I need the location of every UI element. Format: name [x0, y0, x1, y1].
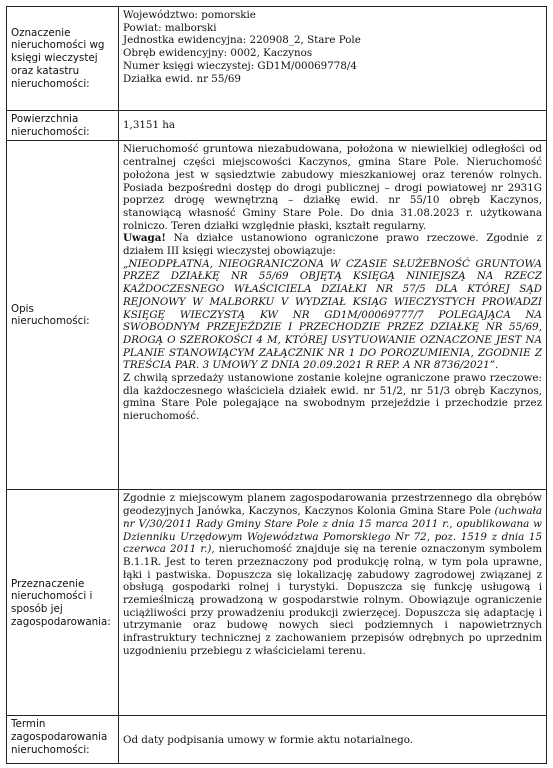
label-oznaczenie: Oznaczenie nieruchomości wg księgi wieczystej oraz katastru nieruchomości:: [7, 7, 119, 111]
uwaga-label: Uwaga!: [123, 232, 166, 245]
wojewodztwo-line: Województwo: pomorskie: [123, 9, 256, 21]
label-przeznaczenie: Przeznaczenie nieruchomości i sposób jej zagospodarowania:: [7, 490, 119, 716]
row-opis: [7, 141, 547, 490]
dzialka-line: Działka ewid. nr 55/69: [123, 72, 241, 85]
row-przeznaczenie: [7, 490, 547, 716]
plan-text-1: Zgodnie z miejscowym planem zagospodarowania przestrzennego dla obrębów geodezyjnych Janówka, Kaczynos, Kaczynos Kolonia Gmina Stare Pole: [123, 492, 542, 518]
ksiega-line: Numer księgi wieczystej: GD1M/00069778/4: [123, 59, 357, 72]
easement-quote: „NIEODPŁATNA, NIEOGRANICZONA W CZASIE SŁUŻEBNOŚĆ GRUNTOWA PRZEZ DZIAŁKĘ NR 55/69 OBJĘTĄ KSIĘGĄ NINIEJSZĄ NA RZECZ KAŻDOCZESNEGO WŁAŚCICIELA DZIAŁKI NR 57/5 DLA KTÓREJ SĄD REJONOWY W MALBORKU V WYDZIAŁ KSIĄG WIECZYSTYCH PROWADZI KSIĘGĘ WIECZYSTĄ KW NR GD1M/00069777/7 POLEGAJĄCA NA SWOBODNYM PRZEJEŹDZIE I PRZECHODZIE PRZEZ DZIAŁKĘ NR 55/69, DROGĄ O SZEROKOŚCI 4 M, KTÓREJ USYTUOWANIE OZNACZONE JEST NA PLANIE STANOWIĄCYM ZAŁĄCZNIK NR 1 DO POROZUMIENIA, ZGODNIE Z TREŚCIA PAR. 3 UMOWY Z DNIA 20.09.2021 R REP. A NR 8736/2021”.: [123, 257, 542, 372]
row-powierzchnia: [7, 111, 547, 141]
obreb-line: Obręb ewidencyjny: 0002, Kaczynos: [123, 47, 313, 60]
label-powierzchnia: Powierzchnia nieruchomości:: [7, 111, 119, 141]
row-oznaczenie: [7, 7, 547, 111]
label-opis: Opis nieruchomości:: [7, 141, 119, 490]
uwaga-text: Na działce ustanowiono ograniczone prawo rzeczowe. Zgodnie z działem III księgi wieczystej obowiązuje:: [123, 232, 542, 258]
jednostka-line: Jednostka ewidencyjna: 220908_2, Stare Pole: [123, 34, 361, 47]
value-przeznaczenie: [119, 490, 547, 716]
opis-paragraph-2: [123, 232, 542, 257]
plan-text-2: , nieruchomość znajduje się na terenie oznaczonym symbolem B.1.1R. Jest to teren przeznaczony pod produkcję rolną, w tym pola uprawne, łąki i pastwiska. Dopuszcza się lokalizację zabudowy zagrodowej związanej z obsługą gospodarki rolnej i turystyki. Dopuszcza się funkcję usługową i rzemieślniczą prowadzoną w gospodarstwie rolnym. Obowiązuje ograniczenie uciążliwości przy prowadzeniu produkcji zwierzęcej. Dopuszcza się adaptację i utrzymanie oraz budowę nowych sieci podziemnych i napowietrznych infrastruktury technicznej z zachowaniem przepisów odrębnych po uprzednim uzgodnieniu przebiegu z właścicielami terenu.: [123, 543, 542, 657]
value-opis: [119, 141, 547, 490]
powiat-line: Powiat: malborski: [123, 21, 217, 34]
property-info-table: [6, 6, 547, 764]
plan-resolution-citation: (uchwała nr V/30/2011 Rady Gminy Stare Pole z dnia 15 marca 2011 r., opublikowana w Dzienniku Urzędowym Województwa Pomorskiego Nr 72, poz. 1519 z dnia 15 czerwca 2011 r.): [123, 505, 542, 556]
opis-paragraph-4: Z chwilą sprzedaży ustanowione zostanie kolejne ograniczone prawo rzeczowe: dla każdoczesnego właściciela działek ewid. nr 51/2, nr 51/3 obręb Kaczynos, gmina Stare Pole polegające na swobodnym przejeździe i przechodzie przez nieruchomość.: [123, 372, 542, 423]
value-termin: Od daty podpisania umowy w formie aktu notarialnego.: [119, 716, 547, 764]
opis-paragraph-1: Nieruchomość gruntowa niezabudowana, położona w niewielkiej odległości od centralnej części miejscowości Kaczynos, gmina Stare Pole. Nieruchomość położona jest w sąsiedztwie zabudowy mieszkaniowej oraz terenów rolnych. Posiada bezpośredni dostęp do drogi publicznej – drogi powiatowej nr 2931G poprzez drogę wewnętrzną – działkę ewid. nr 55/10 obręb Kaczynos, stanowiącą własność Gminy Stare Pole. Do dnia 31.08.2023 r. użytkowana rolniczo. Teren działki względnie płaski, kształt regularny.: [123, 143, 542, 232]
value-powierzchnia: 1,3151 ha: [119, 111, 547, 141]
value-oznaczenie: [119, 7, 547, 111]
row-termin: [7, 716, 547, 764]
label-termin: Termin zagospodarowania nieruchomości:: [7, 716, 119, 764]
